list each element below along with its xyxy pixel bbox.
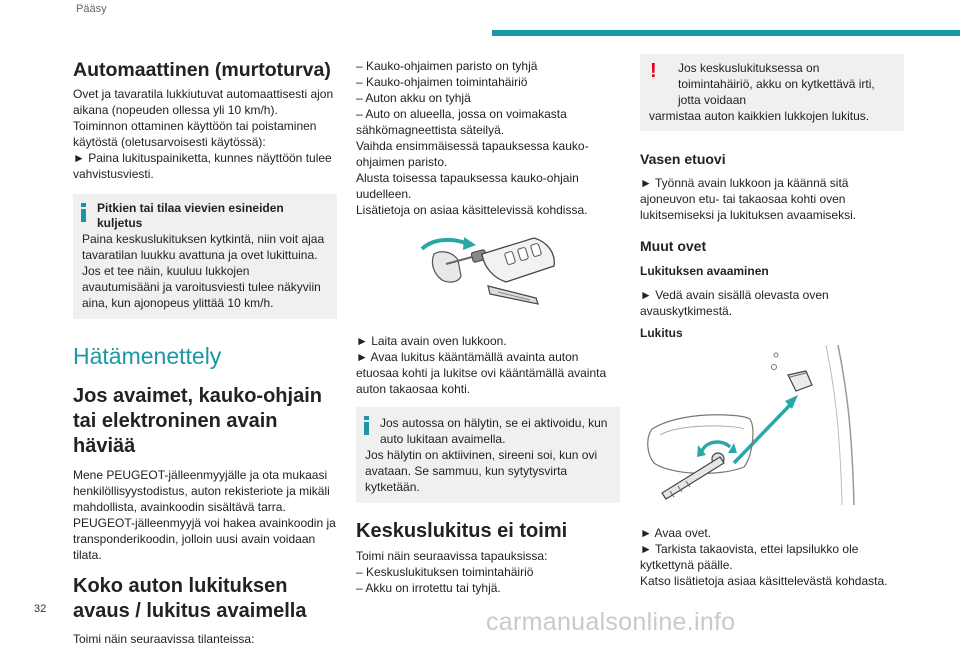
instruction: ► Vedä avain sisällä olevasta oven avauskytkimestä. (640, 288, 829, 318)
page-number: 32 (34, 603, 47, 615)
heading-locking: Lukitus (640, 326, 683, 340)
paragraph: Toimi näin seuraavissa tilanteissa: (73, 632, 255, 646)
list-item: – Keskuslukituksen toimintahäiriö (356, 565, 534, 579)
list-item: – Auton akku on tyhjä (356, 91, 471, 105)
paragraph: Toiminnon ottaminen käyttöön tai poistaminen käytöstä (oletusarvoisesti käytössä): (73, 119, 317, 149)
door-lock-illustration (640, 345, 904, 505)
warning-icon: ! (650, 60, 657, 82)
warning-box (640, 54, 904, 131)
paragraph: Vaihda ensimmäisessä tapauksessa kauko-ohjaimen paristo. (356, 139, 589, 169)
info-box-text: Paina keskuslukituksen kytkintä, niin voit ajaa tavaratilan luukku avattuna ja ovet lukittuina. Jos et tee näin, kuuluu lukkojen avautumisääni ja varoitusviesti tulee näkyviin aina, kun ajonopeus ylittää 10 km/h. (82, 232, 325, 310)
heading-front-left-door: Vasen etuovi (640, 151, 726, 167)
info-box-text: Jos autossa on hälytin, se ei aktivoidu, kun auto lukitaan avaimella. (380, 416, 608, 446)
instruction: ► Työnnä avain lukkoon ja käännä sitä ajoneuvon etu- tai takaosaa kohti oven lukitsemiseksi ja lukituksen avaamiseksi. (640, 176, 857, 222)
list-item: – Kauko-ohjaimen toimintahäiriö (356, 75, 528, 89)
list-item: – Auto on alueella, jossa on voimakasta sähkömagneettista säteilyä. (356, 107, 567, 137)
info-box-alarm (356, 407, 620, 503)
heading-central-lock-fault: Keskuslukitus ei toimi (356, 520, 568, 542)
column-2 (356, 58, 620, 596)
section-title: Pääsy (76, 3, 107, 15)
heading-lost-keys: Jos avaimet, kauko-ohjain tai elektroninen avain häviää (73, 385, 322, 457)
heading-automatic-lock: Automaattinen (murtoturva) (73, 59, 331, 81)
warning-text: varmistaa auton kaikkien lukkojen lukitus. (649, 109, 870, 123)
paragraph: Alusta toisessa tapauksessa kauko-ohjain uudelleen. (356, 171, 579, 201)
column-1 (73, 58, 337, 647)
watermark: carmanualsonline.info (486, 608, 736, 636)
info-box-text: Jos hälytin on aktiivinen, sireeni soi, kun ovi avataan. Se sammuu, kun sytytysvirta kytketään. (365, 448, 598, 494)
list-item: – Kauko-ohjaimen paristo on tyhjä (356, 59, 538, 73)
paragraph: PEUGEOT-jälleenmyyjä voi hakea avainkoodin ja transponderikoodin, jolloin uusi avain voidaan tilata. (73, 516, 336, 562)
heading-unlocking: Lukituksen avaaminen (640, 264, 769, 278)
heading-key-lock: Koko auton lukituksen avaus / lukitus avaimella (73, 575, 307, 622)
paragraph: Katso lisätietoja asiaa käsittelevästä kohdasta. (640, 574, 888, 588)
info-box-long-objects (73, 194, 337, 319)
list-item: – Akku on irrotettu tai tyhjä. (356, 581, 501, 595)
heading-emergency: Hätämenettely (73, 343, 222, 369)
paragraph: Ovet ja tavaratila lukkiutuvat automaattisesti ajon aikana (nopeuden ollessa yli 10 km/h). (73, 87, 334, 117)
instruction: ► Laita avain oven lukkoon. (356, 334, 507, 348)
instruction: ► Avaa ovet. (640, 526, 712, 540)
paragraph: Toimi näin seuraavissa tapauksissa: (356, 549, 548, 563)
instruction: ► Paina lukituspainiketta, kunnes näyttöön tulee vahvistusviesti. (73, 151, 332, 181)
heading-other-doors: Muut ovet (640, 238, 707, 254)
info-icon (364, 416, 369, 436)
info-box-title: Pitkien tai tilaa vievien esineiden kuljetus (97, 201, 284, 230)
paragraph: Mene PEUGEOT-jälleenmyyjälle ja ota mukaasi henkilöllisyystodistus, auton rekisteriote ja mikäli mahdollista, avainkoodin sisältävä tarra. (73, 468, 330, 514)
key-illustration (356, 224, 620, 314)
column-3 (640, 54, 904, 589)
instruction: ► Tarkista takaovista, ettei lapsilukko ole kytkettynä päälle. (640, 542, 859, 572)
header-accent-bar (492, 30, 960, 36)
instruction: ► Avaa lukitus kääntämällä avainta auton etuosaa kohti ja lukitse ovi kääntämällä avainta auton takaosaa kohti. (356, 350, 607, 396)
warning-text: Jos keskuslukituksessa on toimintahäiriö, akku on kytkettävä irti, jotta voidaan (678, 61, 875, 107)
info-icon (81, 203, 86, 223)
paragraph: Lisätietoja on asiaa käsittelevissä kohdissa. (356, 203, 588, 217)
